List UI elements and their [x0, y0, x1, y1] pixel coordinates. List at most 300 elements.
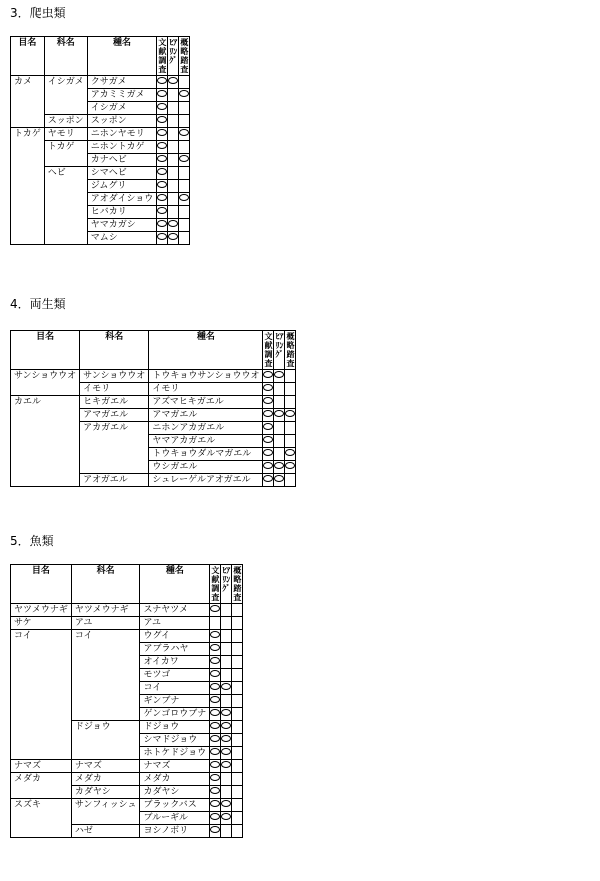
- circle-mark-icon: [274, 371, 284, 378]
- lit-mark-cell: [210, 617, 221, 630]
- table-row: [11, 721, 243, 734]
- circle-mark-icon: [157, 220, 167, 227]
- lit-mark-cell: [210, 747, 221, 760]
- order-cell: [11, 89, 45, 102]
- surv-mark-cell: [179, 193, 190, 206]
- species-table: [10, 330, 296, 487]
- circle-mark-icon: [179, 194, 189, 201]
- table-row: [11, 180, 190, 193]
- family-cell: コイ: [71, 630, 140, 643]
- surv-mark-cell: [179, 89, 190, 102]
- species-cell: カナヘビ: [87, 154, 157, 167]
- hear-mark-cell: [274, 396, 285, 409]
- family-cell: [44, 154, 87, 167]
- order-cell: [11, 409, 80, 422]
- header-species: 種名: [149, 331, 263, 370]
- surv-mark-cell: [179, 180, 190, 193]
- family-cell: [71, 812, 140, 825]
- surv-mark-cell: [232, 708, 243, 721]
- lit-mark-cell: [210, 760, 221, 773]
- hear-mark-cell: [168, 102, 179, 115]
- hear-mark-cell: [168, 232, 179, 245]
- order-cell: [11, 232, 45, 245]
- circle-mark-icon: [263, 475, 273, 482]
- hear-mark-cell: [221, 617, 232, 630]
- table-row: [11, 799, 243, 812]
- circle-mark-icon: [285, 462, 295, 469]
- lit-mark-cell: [157, 232, 168, 245]
- header-species: 種名: [87, 37, 157, 76]
- circle-mark-icon: [210, 605, 220, 612]
- lit-mark-cell: [210, 786, 221, 799]
- order-cell: サンショウウオ: [11, 370, 80, 383]
- circle-mark-icon: [157, 181, 167, 188]
- lit-mark-cell: [157, 154, 168, 167]
- surv-mark-cell: [179, 167, 190, 180]
- species-cell: ニホントカゲ: [87, 141, 157, 154]
- circle-mark-icon: [221, 800, 231, 807]
- table-header-row: [11, 565, 243, 604]
- table-row: [11, 128, 190, 141]
- header-literature: 文献調査: [211, 566, 220, 602]
- surv-mark-cell: [232, 734, 243, 747]
- order-cell: [11, 383, 80, 396]
- circle-mark-icon: [274, 462, 284, 469]
- family-cell: アカガエル: [80, 422, 149, 435]
- species-cell: アマガエル: [149, 409, 263, 422]
- table-row: [11, 206, 190, 219]
- species-cell: ヨシノボリ: [140, 825, 210, 838]
- circle-mark-icon: [285, 449, 295, 456]
- circle-mark-icon: [263, 423, 273, 430]
- circle-mark-icon: [210, 813, 220, 820]
- lit-mark-cell: [210, 669, 221, 682]
- circle-mark-icon: [210, 787, 220, 794]
- surv-mark-cell: [232, 773, 243, 786]
- family-cell: ヤモリ: [44, 128, 87, 141]
- species-cell: ジムグリ: [87, 180, 157, 193]
- section-title: 5．魚類: [10, 534, 54, 548]
- order-cell: [11, 474, 80, 487]
- family-cell: ヘビ: [44, 167, 87, 180]
- order-cell: [11, 422, 80, 435]
- table-row: [11, 396, 296, 409]
- lit-mark-cell: [157, 141, 168, 154]
- surv-mark-cell: [285, 435, 296, 448]
- circle-mark-icon: [274, 410, 284, 417]
- circle-mark-icon: [210, 826, 220, 833]
- species-cell: ニホンアカガエル: [149, 422, 263, 435]
- species-cell: ヒバカリ: [87, 206, 157, 219]
- hear-mark-cell: [221, 682, 232, 695]
- family-cell: スッポン: [44, 115, 87, 128]
- lit-mark-cell: [157, 193, 168, 206]
- order-cell: [11, 461, 80, 474]
- order-cell: ナマズ: [11, 760, 72, 773]
- circle-mark-icon: [210, 683, 220, 690]
- section-title: 4．両生類: [10, 297, 66, 311]
- hear-mark-cell: [221, 708, 232, 721]
- species-cell: クサガメ: [87, 76, 157, 89]
- surv-mark-cell: [179, 76, 190, 89]
- table-row: [11, 461, 296, 474]
- table-row: [11, 232, 190, 245]
- surv-mark-cell: [285, 474, 296, 487]
- lit-mark-cell: [210, 643, 221, 656]
- circle-mark-icon: [157, 142, 167, 149]
- order-cell: [11, 747, 72, 760]
- order-cell: [11, 141, 45, 154]
- hear-mark-cell: [221, 630, 232, 643]
- order-cell: [11, 167, 45, 180]
- lit-mark-cell: [210, 799, 221, 812]
- order-cell: [11, 154, 45, 167]
- circle-mark-icon: [221, 735, 231, 742]
- surv-mark-cell: [179, 128, 190, 141]
- hear-mark-cell: [168, 115, 179, 128]
- surv-mark-cell: [179, 206, 190, 219]
- family-cell: ナマズ: [71, 760, 140, 773]
- family-cell: サンショウウオ: [80, 370, 149, 383]
- circle-mark-icon: [263, 462, 273, 469]
- header-family: 科名: [71, 565, 140, 604]
- section-reptiles: [10, 6, 189, 243]
- order-cell: [11, 206, 45, 219]
- species-cell: アズマヒキガエル: [149, 396, 263, 409]
- circle-mark-icon: [157, 233, 167, 240]
- surv-mark-cell: [179, 232, 190, 245]
- family-cell: [71, 682, 140, 695]
- surv-mark-cell: [232, 669, 243, 682]
- table-row: [11, 695, 243, 708]
- order-cell: [11, 734, 72, 747]
- table-row: [11, 773, 243, 786]
- circle-mark-icon: [179, 155, 189, 162]
- circle-mark-icon: [221, 761, 231, 768]
- hear-mark-cell: [221, 734, 232, 747]
- table-row: [11, 383, 296, 396]
- surv-mark-cell: [232, 643, 243, 656]
- circle-mark-icon: [179, 129, 189, 136]
- table-row: [11, 448, 296, 461]
- table-row: [11, 409, 296, 422]
- family-cell: サンフィッシュ: [71, 799, 140, 812]
- family-cell: [44, 193, 87, 206]
- table-row: [11, 115, 190, 128]
- hear-mark-cell: [274, 370, 285, 383]
- surv-mark-cell: [285, 383, 296, 396]
- lit-mark-cell: [157, 180, 168, 193]
- table-row: [11, 141, 190, 154]
- table-row: [11, 102, 190, 115]
- surv-mark-cell: [232, 656, 243, 669]
- circle-mark-icon: [210, 644, 220, 651]
- family-cell: [71, 669, 140, 682]
- order-cell: カエル: [11, 396, 80, 409]
- order-cell: [11, 435, 80, 448]
- order-cell: ヤツメウナギ: [11, 604, 72, 617]
- lit-mark-cell: [210, 773, 221, 786]
- order-cell: トカゲ: [11, 128, 45, 141]
- hear-mark-cell: [168, 180, 179, 193]
- species-cell: トウキョウダルマガエル: [149, 448, 263, 461]
- lit-mark-cell: [157, 76, 168, 89]
- hear-mark-cell: [168, 141, 179, 154]
- family-cell: カダヤシ: [71, 786, 140, 799]
- circle-mark-icon: [157, 103, 167, 110]
- lit-mark-cell: [263, 396, 274, 409]
- circle-mark-icon: [263, 384, 273, 391]
- family-cell: イシガメ: [44, 76, 87, 89]
- surv-mark-cell: [232, 812, 243, 825]
- table-row: [11, 422, 296, 435]
- lit-mark-cell: [263, 474, 274, 487]
- family-cell: [80, 435, 149, 448]
- section-title: 3．爬虫類: [10, 6, 66, 20]
- header-family: 科名: [80, 331, 149, 370]
- species-cell: ドジョウ: [140, 721, 210, 734]
- table-row: [11, 435, 296, 448]
- order-cell: [11, 643, 72, 656]
- hear-mark-cell: [168, 128, 179, 141]
- header-survey: 概略踏査: [233, 566, 242, 602]
- header-order: 目名: [11, 331, 80, 370]
- species-table: [10, 564, 243, 838]
- surv-mark-cell: [232, 721, 243, 734]
- hear-mark-cell: [168, 89, 179, 102]
- circle-mark-icon: [221, 709, 231, 716]
- lit-mark-cell: [210, 695, 221, 708]
- lit-mark-cell: [263, 370, 274, 383]
- surv-mark-cell: [179, 219, 190, 232]
- lit-mark-cell: [263, 409, 274, 422]
- surv-mark-cell: [285, 370, 296, 383]
- header-survey: 概略踏査: [286, 332, 295, 368]
- table-row: [11, 167, 190, 180]
- surv-mark-cell: [232, 747, 243, 760]
- hear-mark-cell: [221, 747, 232, 760]
- circle-mark-icon: [210, 657, 220, 664]
- species-cell: アブラハヤ: [140, 643, 210, 656]
- hear-mark-cell: [221, 604, 232, 617]
- family-cell: [71, 695, 140, 708]
- family-cell: ハゼ: [71, 825, 140, 838]
- hear-mark-cell: [221, 669, 232, 682]
- hear-mark-cell: [168, 206, 179, 219]
- hear-mark-cell: [274, 448, 285, 461]
- hear-mark-cell: [274, 383, 285, 396]
- order-cell: コイ: [11, 630, 72, 643]
- hear-mark-cell: [168, 193, 179, 206]
- surv-mark-cell: [285, 461, 296, 474]
- family-cell: アユ: [71, 617, 140, 630]
- surv-mark-cell: [232, 682, 243, 695]
- circle-mark-icon: [157, 194, 167, 201]
- circle-mark-icon: [263, 410, 273, 417]
- species-cell: シュレーゲルアオガエル: [149, 474, 263, 487]
- surv-mark-cell: [232, 786, 243, 799]
- header-literature: 文献調査: [158, 38, 167, 74]
- lit-mark-cell: [210, 734, 221, 747]
- circle-mark-icon: [221, 722, 231, 729]
- header-hearing: ﾋｱﾘﾝｸﾞ: [168, 37, 179, 76]
- hear-mark-cell: [221, 825, 232, 838]
- order-cell: メダカ: [11, 773, 72, 786]
- order-cell: [11, 669, 72, 682]
- order-cell: [11, 219, 45, 232]
- species-cell: メダカ: [140, 773, 210, 786]
- hear-mark-cell: [168, 219, 179, 232]
- hear-mark-cell: [168, 167, 179, 180]
- circle-mark-icon: [221, 748, 231, 755]
- lit-mark-cell: [210, 708, 221, 721]
- species-cell: ホトケドジョウ: [140, 747, 210, 760]
- family-cell: [71, 643, 140, 656]
- table-row: [11, 734, 243, 747]
- table-row: [11, 643, 243, 656]
- hear-mark-cell: [221, 656, 232, 669]
- header-survey: 概略踏査: [180, 38, 189, 74]
- order-cell: サケ: [11, 617, 72, 630]
- table-row: [11, 154, 190, 167]
- table-row: [11, 193, 190, 206]
- table-row: [11, 682, 243, 695]
- circle-mark-icon: [157, 155, 167, 162]
- hear-mark-cell: [221, 643, 232, 656]
- family-cell: ヒキガエル: [80, 396, 149, 409]
- order-cell: [11, 812, 72, 825]
- circle-mark-icon: [210, 670, 220, 677]
- circle-mark-icon: [210, 631, 220, 638]
- family-cell: アオガエル: [80, 474, 149, 487]
- order-cell: [11, 115, 45, 128]
- family-cell: [44, 232, 87, 245]
- species-cell: ギンブナ: [140, 695, 210, 708]
- circle-mark-icon: [210, 761, 220, 768]
- circle-mark-icon: [157, 77, 167, 84]
- order-cell: [11, 721, 72, 734]
- order-cell: [11, 102, 45, 115]
- species-cell: シマヘビ: [87, 167, 157, 180]
- circle-mark-icon: [157, 129, 167, 136]
- circle-mark-icon: [157, 168, 167, 175]
- table-header-row: [11, 331, 296, 370]
- lit-mark-cell: [210, 630, 221, 643]
- table-row: [11, 370, 296, 383]
- hear-mark-cell: [221, 812, 232, 825]
- circle-mark-icon: [157, 90, 167, 97]
- species-cell: イシガメ: [87, 102, 157, 115]
- lit-mark-cell: [210, 656, 221, 669]
- hear-mark-cell: [221, 695, 232, 708]
- hear-mark-cell: [221, 721, 232, 734]
- species-cell: モツゴ: [140, 669, 210, 682]
- hear-mark-cell: [221, 760, 232, 773]
- table-row: [11, 708, 243, 721]
- circle-mark-icon: [210, 748, 220, 755]
- lit-mark-cell: [157, 89, 168, 102]
- family-cell: メダカ: [71, 773, 140, 786]
- order-cell: [11, 695, 72, 708]
- family-cell: トカゲ: [44, 141, 87, 154]
- circle-mark-icon: [157, 116, 167, 123]
- table-row: [11, 669, 243, 682]
- circle-mark-icon: [274, 475, 284, 482]
- surv-mark-cell: [285, 409, 296, 422]
- header-family: 科名: [44, 37, 87, 76]
- table-row: [11, 76, 190, 89]
- surv-mark-cell: [232, 825, 243, 838]
- hear-mark-cell: [274, 409, 285, 422]
- species-cell: カダヤシ: [140, 786, 210, 799]
- order-cell: [11, 682, 72, 695]
- lit-mark-cell: [157, 128, 168, 141]
- species-cell: ヤマカガシ: [87, 219, 157, 232]
- family-cell: [44, 206, 87, 219]
- circle-mark-icon: [263, 397, 273, 404]
- family-cell: [71, 734, 140, 747]
- surv-mark-cell: [232, 799, 243, 812]
- species-cell: イモリ: [149, 383, 263, 396]
- surv-mark-cell: [232, 695, 243, 708]
- surv-mark-cell: [179, 102, 190, 115]
- surv-mark-cell: [179, 115, 190, 128]
- species-cell: ゲンゴロウブナ: [140, 708, 210, 721]
- lit-mark-cell: [157, 115, 168, 128]
- surv-mark-cell: [179, 141, 190, 154]
- table-header-row: [11, 37, 190, 76]
- hear-mark-cell: [168, 154, 179, 167]
- table-row: [11, 786, 243, 799]
- circle-mark-icon: [210, 696, 220, 703]
- family-cell: [71, 656, 140, 669]
- table-row: [11, 760, 243, 773]
- surv-mark-cell: [285, 396, 296, 409]
- lit-mark-cell: [210, 721, 221, 734]
- table-row: [11, 656, 243, 669]
- order-cell: [11, 786, 72, 799]
- circle-mark-icon: [210, 709, 220, 716]
- table-row: [11, 89, 190, 102]
- family-cell: イモリ: [80, 383, 149, 396]
- header-order: 目名: [11, 37, 45, 76]
- circle-mark-icon: [179, 90, 189, 97]
- surv-mark-cell: [232, 604, 243, 617]
- table-row: [11, 630, 243, 643]
- circle-mark-icon: [221, 813, 231, 820]
- lit-mark-cell: [263, 422, 274, 435]
- circle-mark-icon: [210, 722, 220, 729]
- lit-mark-cell: [157, 206, 168, 219]
- lit-mark-cell: [263, 461, 274, 474]
- species-cell: アユ: [140, 617, 210, 630]
- lit-mark-cell: [210, 825, 221, 838]
- species-cell: コイ: [140, 682, 210, 695]
- header-species: 種名: [140, 565, 210, 604]
- family-cell: ヤツメウナギ: [71, 604, 140, 617]
- species-cell: アオダイショウ: [87, 193, 157, 206]
- surv-mark-cell: [179, 154, 190, 167]
- surv-mark-cell: [232, 630, 243, 643]
- species-cell: ウシガエル: [149, 461, 263, 474]
- table-row: [11, 812, 243, 825]
- hear-mark-cell: [274, 461, 285, 474]
- species-cell: ブラックバス: [140, 799, 210, 812]
- hear-mark-cell: [274, 435, 285, 448]
- section-fish: [10, 534, 242, 836]
- order-cell: カメ: [11, 76, 45, 89]
- species-cell: ウグイ: [140, 630, 210, 643]
